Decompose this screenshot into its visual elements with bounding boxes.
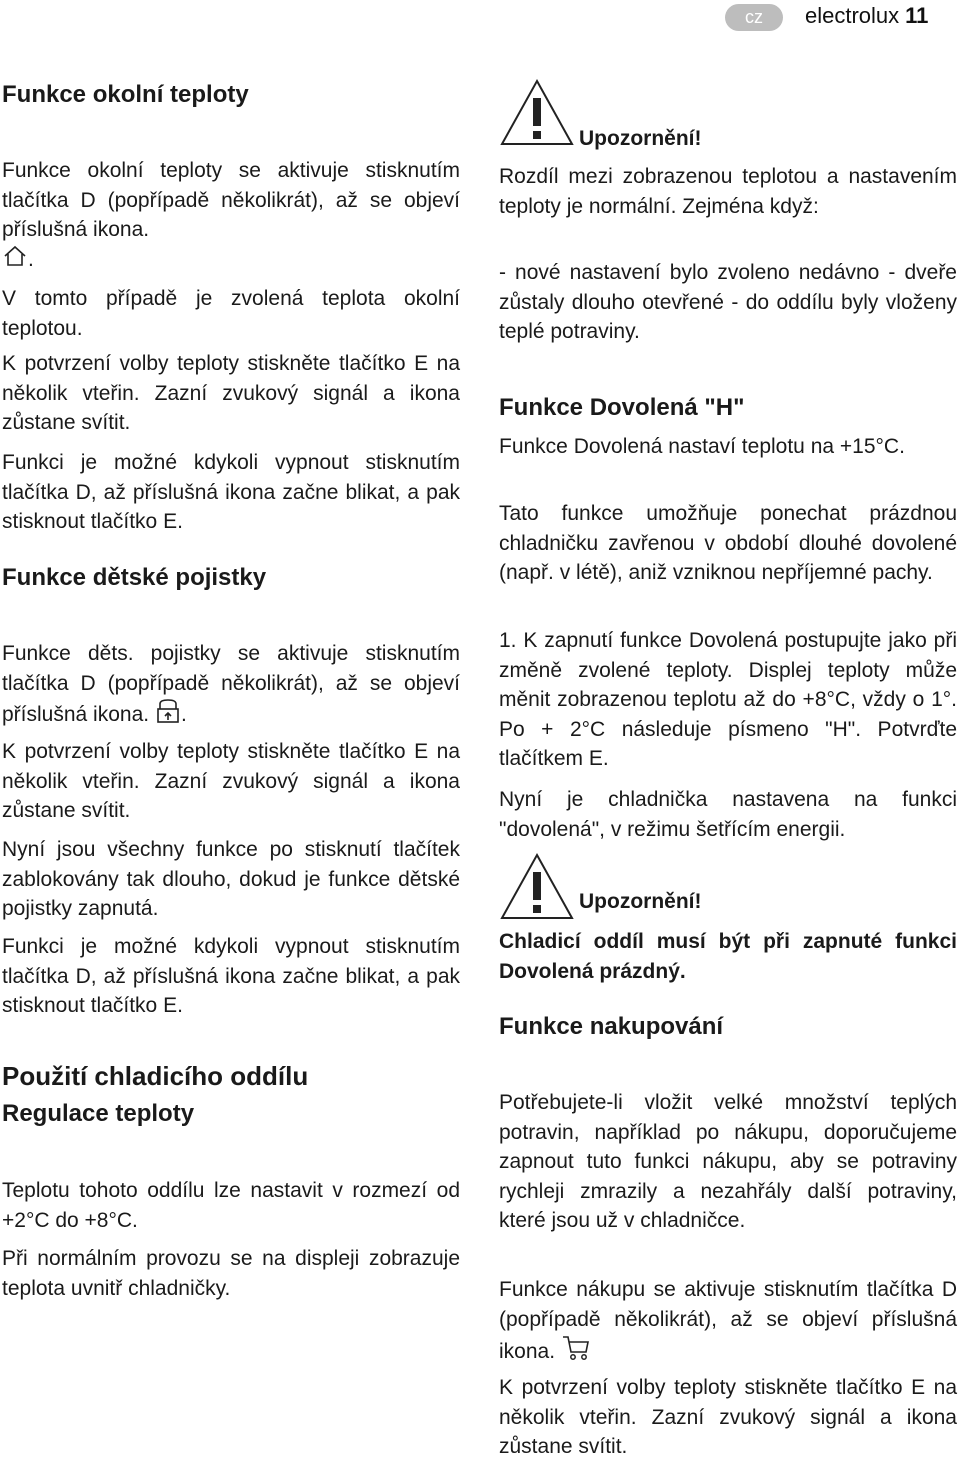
holiday-paragraph-2: Tato funkce umožňuje ponechat prázdnou chladničku zavřenou v období dlouhé dovolené (např. v létě), aniž vzniknou nepříjemné pachy. (499, 502, 957, 584)
ambient-p1-text: Funkce okolní teploty se aktivuje stisknutím tlačítka D (popřípadě několikrát), až se objeví příslušná ikona. (2, 159, 460, 241)
child-paragraph-4: Funkci je možné kdykoli vypnout stisknutím tlačítka D, až příslušná ikona začne blikat, a pak stisknout tlačítko E. (2, 935, 460, 1017)
warning-2-label: Upozornění! (579, 890, 702, 913)
warning-1-paragraph-1: Rozdíl mezi zobrazenou teplotou a nastavením teploty je normální. Zejména když: (499, 165, 957, 218)
warning-triangle-icon (499, 135, 575, 152)
ambient-title: Funkce okolní teploty (2, 81, 249, 108)
ambient-paragraph-1 (2, 156, 460, 275)
house-icon (2, 245, 28, 276)
warning-triangle-icon (499, 909, 575, 926)
warning-block-1 (499, 78, 575, 153)
brand-and-page (805, 3, 928, 29)
shopping-cart-icon (561, 1334, 591, 1371)
holiday-paragraph-1: Funkce Dovolená nastaví teplotu na +15°C. (499, 435, 905, 458)
ambient-paragraph-4: Funkci je možné kdykoli vypnout stisknutím tlačítka D, až příslušná ikona začne blikat, a pak stisknout tlačítko E. (2, 451, 460, 533)
warning-1-paragraph-2: - nové nastavení bylo zvoleno nedávno - dveře zůstaly dlouho otevřené - do oddílu byly vloženy teplé potraviny. (499, 261, 957, 343)
child-paragraph-2: K potvrzení volby teploty stiskněte tlačítko E na několik vteřin. Zazní zvukový signál a ikona zůstane svítit. (2, 740, 460, 822)
holiday-paragraph-3: 1. K zapnutí funkce Dovolená postupujte jako při změně zvolené teploty. Displej teploty může měnit zobrazenou teplotu až do +8°C, vždy o 1°. Po + 2°C následuje písmeno "H". Potvrďte tlačítkem E. (499, 629, 957, 770)
language-badge: cz (725, 4, 783, 31)
ambient-p1-end: . (28, 247, 34, 271)
child-paragraph-3: Nyní jsou všechny funkce po stisknutí tlačítek zablokovány tak dlouho, dokud je funkce dětské pojistky zapnutá. (2, 838, 460, 920)
fridge-section-title: Použití chladicího oddílu (2, 1061, 309, 1091)
holiday-title: Funkce Dovolená "H" (499, 394, 745, 421)
padlock-icon (155, 698, 181, 733)
ambient-paragraph-2: V tomto případě je zvolená teplota okolní teplotou. (2, 287, 460, 340)
page-header (0, 0, 960, 40)
shopping-paragraph-1: Potřebujete-li vložit velké množství teplých potravin, například po nákupu, doporučujeme zapnout tuto funkci nákupu, aby se potraviny rychleji zmrazily a nezahřály další potraviny, které jsou už v chladničce. (499, 1091, 957, 1232)
page-number: 11 (905, 3, 929, 28)
regulation-paragraph-2: Při normálním provozu se na displeji zobrazuje teplota uvnitř chladničky. (2, 1247, 460, 1300)
child-p1-end: . (180, 702, 187, 726)
temperature-regulation-title: Regulace teploty (2, 1100, 195, 1127)
shopping-paragraph-2 (499, 1275, 957, 1371)
warning-2-paragraph: Chladicí oddíl musí být při zapnuté funkci Dovolená prázdný. (499, 930, 957, 983)
shopping-title: Funkce nakupování (499, 1013, 724, 1040)
regulation-paragraph-1: Teplotu tohoto oddílu lze nastavit v rozmezí od +2°C do +8°C. (2, 1179, 460, 1232)
child-p1-text: Funkce děts. pojistky se aktivuje stisknutím tlačítka D (popřípadě několikrát), až se objeví příslušná ikona. (2, 642, 460, 726)
ambient-paragraph-3: K potvrzení volby teploty stiskněte tlačítko E na několik vteřin. Zazní zvukový signál a ikona zůstane svítit. (2, 352, 460, 434)
shopping-p2-text: Funkce nákupu se aktivuje stisknutím tlačítka D (popřípadě několikrát), až se objeví příslušná ikona. (499, 1278, 957, 1363)
brand-name: electrolux (805, 3, 900, 28)
warning-block-2 (499, 852, 575, 927)
child-lock-title: Funkce dětské pojistky (2, 564, 267, 591)
warning-1-label: Upozornění! (579, 127, 702, 150)
child-paragraph-1 (2, 639, 460, 733)
holiday-paragraph-4: Nyní je chladnička nastavena na funkci "dovolená", v režimu šetřícím energii. (499, 788, 957, 841)
shopping-paragraph-3: K potvrzení volby teploty stiskněte tlačítko E na několik vteřin. Zazní zvukový signál a ikona zůstane svítit. (499, 1376, 957, 1458)
